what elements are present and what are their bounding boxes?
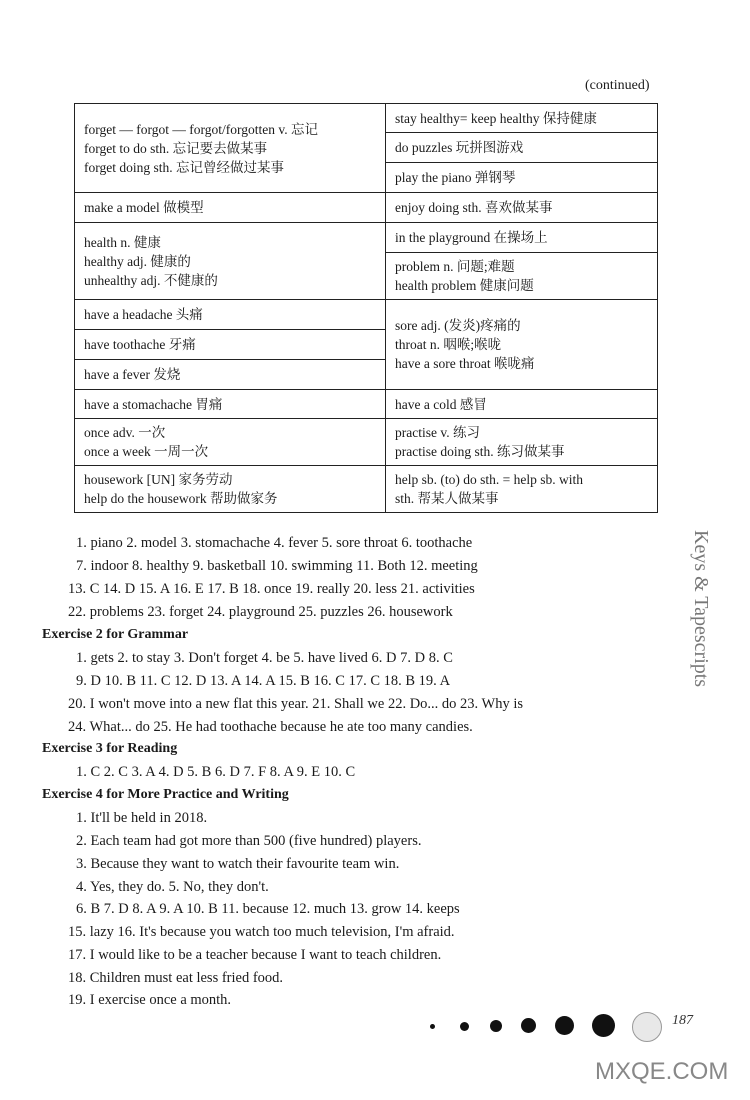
table-line: have a sore throat 喉咙痛: [395, 356, 535, 371]
watermark: MXQE.COM: [595, 1058, 729, 1085]
answer-line: 1. C 2. C 3. A 4. D 5. B 6. D 7. F 8. A 9. E 10. C: [76, 764, 356, 780]
side-tab: [690, 430, 720, 720]
answer-line: 1. gets 2. to stay 3. Don't forget 4. be 5. have lived 6. D 7. D 8. C: [76, 650, 453, 666]
dot-icon: [460, 1022, 469, 1031]
table-cell: [386, 466, 658, 513]
side-title: Keys & Tapescripts: [690, 530, 712, 688]
answer-line: 6. B 7. D 8. A 9. A 10. B 11. because 12. much 13. grow 14. keeps: [76, 901, 460, 917]
answer-line: 1. It'll be held in 2018.: [76, 810, 208, 826]
table-cell: [386, 133, 658, 163]
table-line: practise v. 练习: [395, 425, 480, 440]
answer-line: 17. I would like to be a teacher because I want to teach children.: [68, 947, 442, 963]
table-cell: [75, 300, 386, 330]
table-cell: [386, 300, 658, 390]
table-line: practise doing sth. 练习做某事: [395, 444, 565, 459]
answer-line: 1. piano 2. model 3. stomachache 4. fever 5. sore throat 6. toothache: [76, 535, 473, 551]
table-line: throat n. 咽喉;喉咙: [395, 337, 502, 352]
continued-label: (continued): [585, 78, 650, 93]
table-line: have a headache 头痛: [84, 307, 203, 322]
table-cell: [386, 193, 658, 223]
table-line: enjoy doing sth. 喜欢做某事: [395, 200, 553, 215]
exercise-heading: Exercise 2 for Grammar: [42, 627, 189, 642]
table-line: make a model 做模型: [84, 200, 204, 215]
table-line: have a stomachache 胃痛: [84, 396, 223, 412]
answer-line: 19. I exercise once a month.: [68, 992, 232, 1008]
table-line: healthy adj. 健康的: [84, 253, 191, 269]
table-line: in the playground 在操场上: [395, 230, 548, 245]
table-cell: [386, 163, 658, 193]
table-cell: [75, 330, 386, 360]
table-cell: [75, 466, 386, 513]
table-line: have a cold 感冒: [395, 396, 487, 412]
table-cell: [75, 419, 386, 466]
exercise-heading: Exercise 3 for Reading: [42, 741, 178, 756]
table-line: forget to do sth. 忘记要去做某事: [84, 140, 268, 156]
dot-icon: [521, 1018, 536, 1033]
table-line: do puzzles 玩拼图游戏: [395, 140, 524, 155]
table-line: problem n. 问题;难题: [395, 259, 515, 274]
table-line: once a week 一周一次: [84, 444, 209, 459]
table-line: have toothache 牙痛: [84, 337, 196, 352]
table-line: play the piano 弹钢琴: [395, 170, 516, 185]
answer-line: 9. D 10. B 11. C 12. D 13. A 14. A 15. B 16. C 17. C 18. B 19. A: [76, 673, 451, 689]
table-line: health n. 健康: [84, 234, 161, 250]
table-cell: [75, 223, 386, 300]
table-line: sore adj. (发炎)疼痛的: [395, 318, 521, 333]
table-cell: [386, 253, 658, 300]
dot-icon: [555, 1016, 574, 1035]
table-line: health problem 健康问题: [395, 278, 534, 293]
table-line: forget — forgot — forgot/forgotten v. 忘记: [84, 121, 318, 137]
table-cell: [386, 223, 658, 253]
table-line: stay healthy= keep healthy 保持健康: [395, 110, 597, 126]
table-cell: [75, 104, 386, 193]
table-line: sth. 帮某人做某事: [395, 491, 499, 506]
table-line: housework [UN] 家务劳动: [84, 472, 233, 487]
answer-line: 2. Each team had got more than 500 (five hundred) players.: [76, 833, 422, 849]
table-line: unhealthy adj. 不健康的: [84, 272, 218, 288]
answer-line: 7. indoor 8. healthy 9. basketball 10. swimming 11. Both 12. meeting: [76, 558, 478, 574]
dot-icon: [490, 1020, 502, 1032]
table-line: once adv. 一次: [84, 425, 166, 440]
page-number: 187: [672, 1013, 693, 1028]
table-line: forget doing sth. 忘记曾经做过某事: [84, 159, 284, 175]
answer-line: 20. I won't move into a new flat this year. 21. Shall we 22. Do... do 23. Why is: [68, 696, 524, 712]
table-cell: [386, 419, 658, 466]
table-cell: [75, 390, 386, 419]
answer-line: 22. problems 23. forget 24. playground 25. puzzles 26. housework: [68, 604, 453, 620]
table-line: help sb. (to) do sth. = help sb. with: [395, 472, 583, 487]
answer-line: 15. lazy 16. It's because you watch too much television, I'm afraid.: [68, 924, 455, 940]
answer-line: 4. Yes, they do. 5. No, they don't.: [76, 879, 269, 895]
answer-line: 3. Because they want to watch their favourite team win.: [76, 856, 400, 872]
answer-line: 24. What... do 25. He had toothache because he ate too many candies.: [68, 719, 473, 735]
answer-line: 13. C 14. D 15. A 16. E 17. B 18. once 19. really 20. less 21. activities: [68, 581, 475, 597]
table-cell: [386, 104, 658, 133]
dot-icon: [632, 1012, 662, 1042]
table-cell: [386, 390, 658, 419]
table-cell: [75, 360, 386, 390]
table-line: have a fever 发烧: [84, 367, 181, 382]
answer-line: 18. Children must eat less fried food.: [68, 970, 284, 986]
table-cell: [75, 193, 386, 223]
exercise-heading: Exercise 4 for More Practice and Writing: [42, 787, 289, 802]
table-line: help do the housework 帮助做家务: [84, 491, 278, 506]
vocabulary-table: [74, 103, 658, 513]
dot-icon: [430, 1024, 435, 1029]
dot-icon: [592, 1014, 615, 1037]
